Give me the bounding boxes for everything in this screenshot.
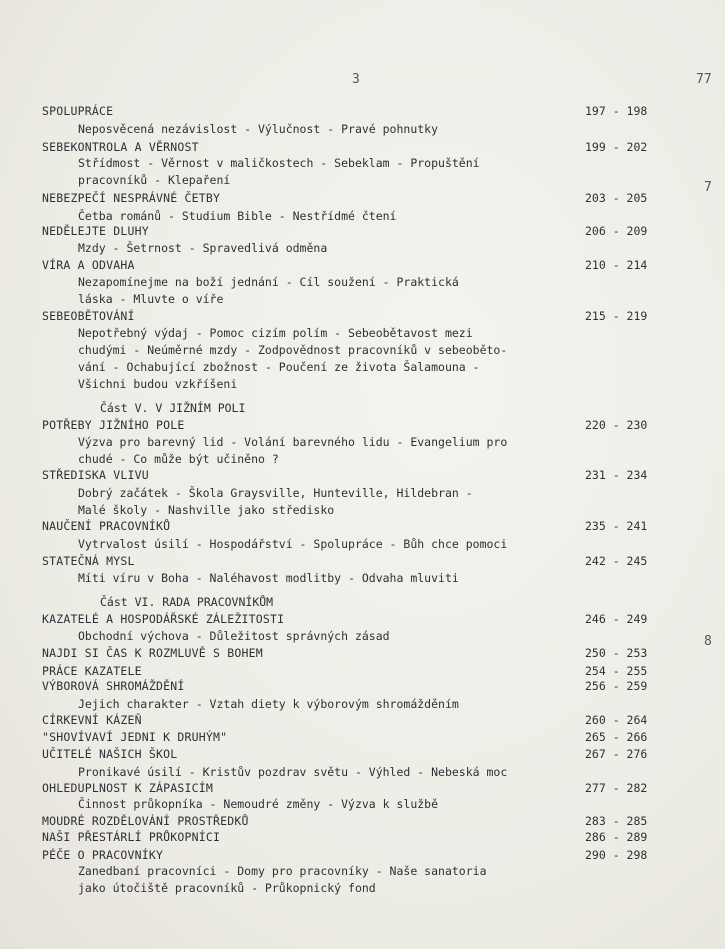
toc-page-range: 277 - 282 xyxy=(585,781,648,795)
toc-heading: NAUČENÍ PRACOVNÍKŮ xyxy=(42,519,171,533)
toc-heading: PRÁCE KAZATELE xyxy=(42,664,142,678)
toc-heading: NEDĚLEJTE DLUHY xyxy=(42,224,149,238)
toc-subtopics: láska - Mluvte o víře xyxy=(78,292,224,306)
toc-heading: MOUDRÉ ROZDĚLOVÁNÍ PROSTŘEDKŮ xyxy=(42,814,249,828)
toc-page-range: 203 - 205 xyxy=(585,191,648,205)
toc-heading: UČITELÉ NAŠICH ŠKOL xyxy=(42,747,178,761)
toc-page-range: 290 - 298 xyxy=(585,848,648,862)
margin-mark-7: 7 xyxy=(704,180,712,195)
toc-heading: NAJDI SI ČAS K ROZMLUVĚ S BOHEM xyxy=(42,646,263,660)
toc-heading: SPOLUPRÁCE xyxy=(42,104,114,118)
toc-subtopics: vání - Ochabující zbožnost - Poučení ze života Šalamouna - xyxy=(78,360,480,374)
toc-page-range: 267 - 276 xyxy=(585,747,648,761)
toc-subtopics: Míti víru v Boha - Naléhavost modlitby - Odvaha mluviti xyxy=(78,571,459,585)
page-number: 3 xyxy=(352,72,360,87)
toc-heading: STATEČNÁ MYSL xyxy=(42,554,135,568)
toc-heading: CÍRKEVNÍ KÁZEŇ xyxy=(42,713,142,727)
toc-subtopics: Činnost průkopníka - Nemoudré změny - Výzva k službě xyxy=(78,797,439,811)
toc-page-range: 206 - 209 xyxy=(585,224,648,238)
toc-subtopics: Obchodní výchova - Důležitost správných zásad xyxy=(78,629,390,643)
toc-subtopics: chudými - Neúměrné mzdy - Zodpovědnost pracovníků v sebeoběto- xyxy=(78,343,508,357)
toc-subtopics: Nezapomínejme na boží jednání - Cíl soužení - Praktická xyxy=(78,275,459,289)
toc-heading: VÝBOROVÁ SHROMÁŽDĚNÍ xyxy=(42,679,185,693)
part-heading: Část VI. RADA PRACOVNÍKŮM xyxy=(100,595,274,609)
toc-page-range: 246 - 249 xyxy=(585,612,648,626)
toc-page-range: 235 - 241 xyxy=(585,519,648,533)
toc-page-range: 199 - 202 xyxy=(585,140,648,154)
toc-subtopics: Vytrvalost úsilí - Hospodářství - Spolupráce - Bůh chce pomoci xyxy=(78,537,508,551)
toc-subtopics: chudé - Co může být učiněno ? xyxy=(78,452,279,466)
toc-subtopics: Pronikavé úsilí - Kristův pozdrav světu - Výhled - Nebeská moc xyxy=(78,765,508,779)
toc-page-range: 220 - 230 xyxy=(585,418,648,432)
toc-page-range: 256 - 259 xyxy=(585,679,648,693)
toc-heading: NAŠI PŘESTÁRLÍ PRŮKOPNÍCI xyxy=(42,830,221,844)
toc-subtopics: Výzva pro barevný lid - Volání barevného lidu - Evangelium pro xyxy=(78,435,508,449)
toc-heading: VÍRA A ODVAHA xyxy=(42,258,135,272)
toc-page-range: 210 - 214 xyxy=(585,258,648,272)
toc-subtopics: Zanedbaní pracovníci - Domy pro pracovníky - Naše sanatoria xyxy=(78,864,487,878)
margin-mark-8: 8 xyxy=(704,634,712,649)
toc-page-range: 265 - 266 xyxy=(585,730,648,744)
toc-page-range: 254 - 255 xyxy=(585,664,648,678)
toc-page-range: 215 - 219 xyxy=(585,309,648,323)
toc-subtopics: Všichni budou vzkříšeni xyxy=(78,377,238,391)
toc-subtopics: Střídmost - Věrnost v maličkostech - Sebeklam - Propuštění xyxy=(78,156,480,170)
toc-page-range: 242 - 245 xyxy=(585,554,648,568)
toc-subtopics: Neposvěcená nezávislost - Výlučnost - Pravé pohnutky xyxy=(78,122,439,136)
toc-page-range: 260 - 264 xyxy=(585,713,648,727)
toc-subtopics: Nepotřebný výdaj - Pomoc cizím polím - Sebeobětavost mezi xyxy=(78,326,473,340)
toc-subtopics: Dobrý začátek - Škola Graysville, Hunteville, Hildebran - xyxy=(78,486,473,500)
toc-heading: STŘEDISKA VLIVU xyxy=(42,468,149,482)
toc-heading: SEBEOBĚTOVÁNÍ xyxy=(42,309,135,323)
toc-heading: OHLEDUPLNOST K ZÁPASICÍM xyxy=(42,781,213,795)
toc-subtopics: Mzdy - Šetrnost - Spravedlivá odměna xyxy=(78,241,328,255)
part-heading: Část V. V JIŽNÍM POLI xyxy=(100,401,246,415)
toc-subtopics: pracovníků - Klepaření xyxy=(78,173,231,187)
toc-subtopics: Četba románů - Studium Bible - Nestřídmé čtení xyxy=(78,209,397,223)
toc-heading: PÉČE O PRACOVNÍKY xyxy=(42,848,164,862)
toc-heading: "SHOVÍVAVÍ JEDNI K DRUHÝM" xyxy=(42,730,228,744)
top-right-mark: 77 xyxy=(696,72,712,87)
toc-page-range: 286 - 289 xyxy=(585,830,648,844)
toc-page-range: 283 - 285 xyxy=(585,814,648,828)
toc-subtopics: Malé školy - Nashville jako středisko xyxy=(78,503,335,517)
toc-heading: SEBEKONTROLA A VĚRNOST xyxy=(42,140,199,154)
toc-page-range: 197 - 198 xyxy=(585,104,648,118)
toc-subtopics: jako útočiště pracovníků - Průkopnický fond xyxy=(78,881,376,895)
toc-heading: KAZATELÉ A HOSPODÁŘSKÉ ZÁLEŽITOSTI xyxy=(42,612,285,626)
toc-heading: POTŘEBY JIŽNÍHO POLE xyxy=(42,418,185,432)
toc-subtopics: Jejich charakter - Vztah diety k výborovým shromážděním xyxy=(78,697,459,711)
toc-heading: NEBEZPEČÍ NESPRÁVNÉ ČETBY xyxy=(42,191,221,205)
toc-page-range: 250 - 253 xyxy=(585,646,648,660)
toc-page-range: 231 - 234 xyxy=(585,468,648,482)
